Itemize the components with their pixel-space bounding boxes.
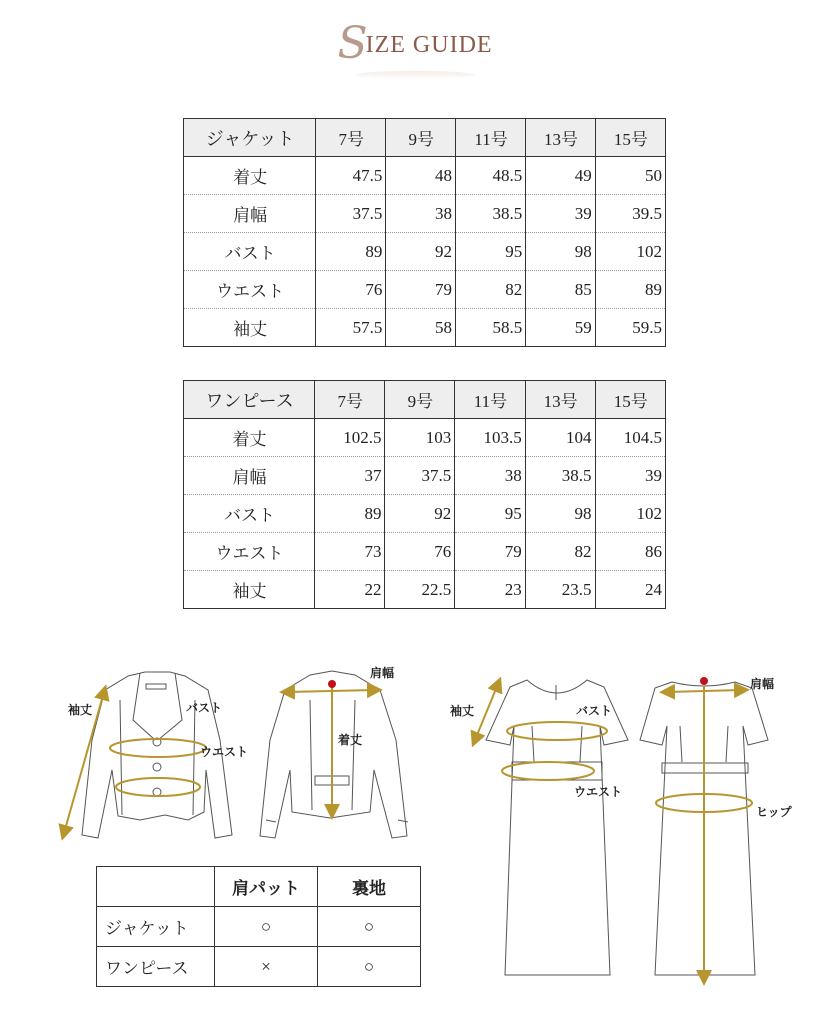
value-cell: 85 xyxy=(526,271,596,309)
row-label: 肩幅 xyxy=(184,195,316,233)
value-cell: 79 xyxy=(386,271,456,309)
dress-back-center-point xyxy=(700,677,708,685)
jacket-back-figure xyxy=(260,671,408,838)
features-table xyxy=(96,866,421,987)
jacket-front-sleeve-label: 袖丈 xyxy=(68,703,93,717)
value-cell: 103 xyxy=(385,419,455,457)
dress-front-sleeve-label: 袖丈 xyxy=(450,704,475,718)
header-cell: ジャケット xyxy=(184,119,316,157)
value-cell: 38 xyxy=(455,457,525,495)
value-cell: 104.5 xyxy=(595,419,665,457)
table-header-row xyxy=(97,867,421,907)
jacket-back-length-label: 着丈 xyxy=(338,733,363,747)
header-cell: 肩パット xyxy=(215,867,318,907)
value-cell: 48 xyxy=(386,157,456,195)
header-cell: 9号 xyxy=(386,119,456,157)
table-row xyxy=(97,947,421,987)
row-label: 肩幅 xyxy=(184,457,315,495)
value-cell: 48.5 xyxy=(455,157,525,195)
header-cell: 13号 xyxy=(525,381,595,419)
jacket-back-shoulder-label: 肩幅 xyxy=(370,666,395,680)
value-cell: ○ xyxy=(215,907,318,947)
dress-back-shoulder-label: 肩幅 xyxy=(750,677,775,691)
value-cell: 89 xyxy=(316,233,386,271)
value-cell: 86 xyxy=(595,533,665,571)
value-cell: ○ xyxy=(318,907,421,947)
dress-back-measures xyxy=(656,686,752,978)
value-cell: 95 xyxy=(455,233,525,271)
header-cell: 15号 xyxy=(595,381,665,419)
value-cell: 82 xyxy=(455,271,525,309)
value-cell: 23.5 xyxy=(525,571,595,609)
value-cell: 103.5 xyxy=(455,419,525,457)
dress-back-hip-label: ヒップ xyxy=(756,805,792,819)
value-cell: 59.5 xyxy=(595,309,665,347)
value-cell: 50 xyxy=(595,157,665,195)
value-cell: 92 xyxy=(385,495,455,533)
value-cell: 98 xyxy=(526,233,596,271)
value-cell: 38.5 xyxy=(455,195,525,233)
value-cell: 23 xyxy=(455,571,525,609)
value-cell: 89 xyxy=(315,495,385,533)
header-cell: 15号 xyxy=(595,119,665,157)
value-cell: 47.5 xyxy=(316,157,386,195)
value-cell: 57.5 xyxy=(316,309,386,347)
value-cell: 102 xyxy=(595,495,665,533)
dress-front-bust-label: バスト xyxy=(576,704,613,718)
row-label: ウエスト xyxy=(184,271,316,309)
value-cell: 89 xyxy=(595,271,665,309)
row-label: ワンピース xyxy=(97,947,215,987)
value-cell: 98 xyxy=(525,495,595,533)
value-cell: 58 xyxy=(386,309,456,347)
dress-front-measures xyxy=(475,684,607,780)
value-cell: 76 xyxy=(316,271,386,309)
value-cell: 104 xyxy=(525,419,595,457)
value-cell: 76 xyxy=(385,533,455,571)
value-cell: 95 xyxy=(455,495,525,533)
jacket-front-bust-label: バスト xyxy=(186,701,223,715)
header-cell: ワンピース xyxy=(184,381,315,419)
row-label: バスト xyxy=(184,233,316,271)
header-cell: 11号 xyxy=(455,119,525,157)
row-label: 着丈 xyxy=(184,419,315,457)
value-cell: 102 xyxy=(595,233,665,271)
jacket-back-center-point xyxy=(328,680,336,688)
header-cell: 11号 xyxy=(455,381,525,419)
value-cell: 39 xyxy=(526,195,596,233)
value-cell: 102.5 xyxy=(315,419,385,457)
value-cell: 38.5 xyxy=(525,457,595,495)
value-cell: 73 xyxy=(315,533,385,571)
jacket-back-outline xyxy=(260,671,407,838)
row-label: ジャケット xyxy=(97,907,215,947)
value-cell: 37.5 xyxy=(316,195,386,233)
value-cell: ○ xyxy=(318,947,421,987)
header-cell: 裏地 xyxy=(318,867,421,907)
dress-front-waist-label: ウエスト xyxy=(574,785,623,799)
row-label: バスト xyxy=(184,495,315,533)
header-cell: 13号 xyxy=(526,119,596,157)
row-label: 袖丈 xyxy=(184,571,315,609)
value-cell: × xyxy=(215,947,318,987)
jacket-back-measures xyxy=(287,686,375,812)
value-cell: 92 xyxy=(386,233,456,271)
value-cell: 37.5 xyxy=(385,457,455,495)
header-cell xyxy=(97,867,215,907)
value-cell: 22 xyxy=(315,571,385,609)
row-label: ウエスト xyxy=(184,533,315,571)
table-row xyxy=(97,907,421,947)
header-cell: 9号 xyxy=(385,381,455,419)
value-cell: 24 xyxy=(595,571,665,609)
value-cell: 59 xyxy=(526,309,596,347)
value-cell: 82 xyxy=(525,533,595,571)
dress-front-figure xyxy=(486,680,628,975)
value-cell: 49 xyxy=(526,157,596,195)
title-rest: IZE GUIDE xyxy=(365,32,493,58)
value-cell: 79 xyxy=(455,533,525,571)
header-cell: 7号 xyxy=(315,381,385,419)
jacket-front-waist-label: ウエスト xyxy=(200,745,249,759)
value-cell: 58.5 xyxy=(455,309,525,347)
value-cell: 39 xyxy=(595,457,665,495)
value-cell: 39.5 xyxy=(595,195,665,233)
value-cell: 38 xyxy=(386,195,456,233)
value-cell: 22.5 xyxy=(385,571,455,609)
row-label: 袖丈 xyxy=(184,309,316,347)
title-initial: S xyxy=(337,18,366,69)
dress-front-outline xyxy=(486,680,628,975)
value-cell: 37 xyxy=(315,457,385,495)
header-cell: 7号 xyxy=(316,119,386,157)
row-label: 着丈 xyxy=(184,157,316,195)
